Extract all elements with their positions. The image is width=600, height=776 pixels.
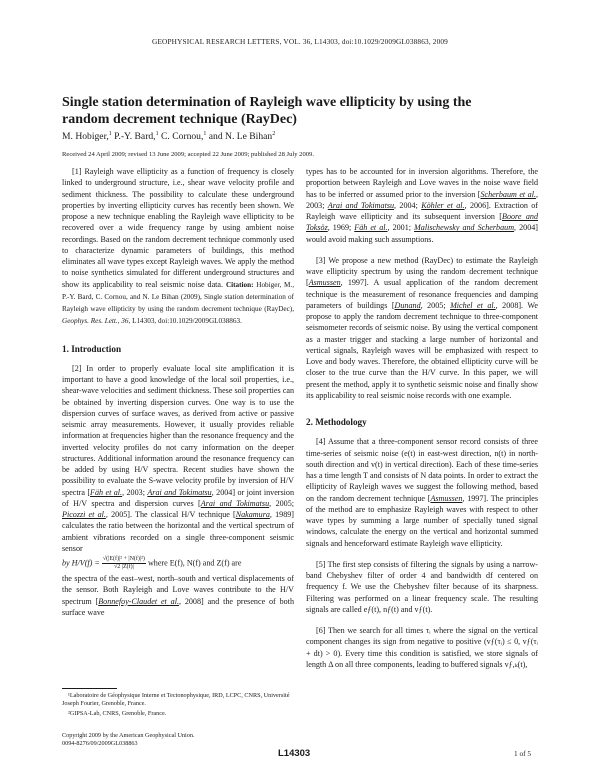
affiliation-mark: 1 bbox=[155, 131, 159, 137]
text: , 2004] would avoid making such assumptions. bbox=[306, 223, 538, 244]
text: , 2004] or joint inversion of H/V spectra and dispersion curves [ bbox=[62, 487, 294, 508]
text: , 1997]. A usual application of the random decrement technique is the measurement of resonance frequencies and damping parameters of buildings [ bbox=[306, 278, 538, 310]
right-column bbox=[306, 166, 538, 670]
citation-text: Hobiger, M., P.-Y. Bard, C. Cornou, and N. Le Bihan (2009), Single station determination of Rayleigh wave ellipticity by using the random decrement technique (RayDec), bbox=[62, 280, 295, 313]
reference-link[interactable] bbox=[414, 223, 514, 232]
text: , 2008] and the presence of both surface wave bbox=[62, 596, 294, 617]
paragraph-4 bbox=[306, 436, 538, 549]
abstract-text: Rayleigh wave ellipticity as a function of frequency is closely linked to underground structure, i.e., shear wave velocity profile and sediment thickness. The possibility to calculate these underground properties by inverting ellipticity curves has recently been shown. We propose a new technique enabling the Rayleigh wave ellipticity to be recovered over a wide frequency range by using ambient noise recordings. Based on the random decrement technique commonly used to characterize dynamic parameters of buildings, this method eliminates all wave types except Rayleigh waves. We apply the method to noise synthetics simulated for different underground structures and show its applicability to real seismic noise data. bbox=[62, 167, 294, 289]
paragraph-number: [5] bbox=[316, 559, 326, 569]
ref-text: Arai and Tokimatsu bbox=[147, 487, 212, 497]
ref-text: Dunand bbox=[394, 300, 421, 310]
page-identifier: L14303 bbox=[278, 748, 311, 759]
hv-formula bbox=[62, 556, 294, 571]
ref-text: Arai and Tokimatsu bbox=[327, 200, 395, 210]
paragraph-number: [6] bbox=[316, 626, 326, 635]
ref-text: Asmussen bbox=[430, 493, 463, 503]
reference-link[interactable] bbox=[328, 201, 394, 210]
text: , 1989] calculates the ratio between the horizontal and the vertical spectrum of ambient vibrations recorded on a single three-component seismic sensor bbox=[62, 510, 294, 553]
ref-text: Arai and Tokimatsu bbox=[200, 498, 270, 508]
text: , 1969; bbox=[327, 223, 355, 233]
reference-link[interactable] bbox=[98, 597, 179, 606]
reference-link[interactable] bbox=[354, 223, 387, 232]
affiliation-mark: 1 bbox=[108, 131, 112, 137]
citation-end: L14303, doi:10.1029/2009GL038863. bbox=[132, 317, 242, 326]
author-list bbox=[62, 131, 275, 142]
paragraph-number: [4] bbox=[316, 437, 326, 447]
text: types has to be accounted for in inversion algorithms. Therefore, the proportion between Rayleigh and Love waves in the noise wave field has to be inferred or assumed prior to the inversion [ bbox=[306, 167, 538, 199]
reference-link[interactable] bbox=[421, 201, 464, 210]
reference-link[interactable] bbox=[90, 488, 122, 497]
reference-link[interactable] bbox=[62, 510, 106, 519]
text: , 2005; bbox=[420, 300, 451, 310]
ref-text: Michel et al. bbox=[450, 300, 496, 310]
text: , 2008]. We propose to apply the random decrement technique to three-component seismometer records of seismic noise. By using the vertical component as a master trigger and stacking a large number of horizontal and vertical signals, Rayleigh waves will be emphasized with respect to Love and body waves. Therefore, the obtained ellipticity curve will be closer to the true curve than the H/V curve. In this paper, we will present the method, apply it to synthetic seismic noise and finally show its applicability to real seismic noise records with one example. bbox=[306, 300, 539, 400]
text: , 2006]. Extraction of Rayleigh wave ellipticity and its subsequent inversion [ bbox=[306, 200, 539, 221]
text: , 2005; bbox=[269, 498, 295, 508]
author-name: P.-Y. Bard, bbox=[111, 131, 156, 143]
text: We propose a new method (RayDec) to estimate the Rayleigh wave ellipticity spectrum by using the random decrement technique [ bbox=[306, 255, 538, 288]
citation-journal: Geophys. Res. Lett., 36, bbox=[62, 317, 131, 326]
text: , 2005]. The classical H/V technique [ bbox=[105, 510, 236, 519]
paragraph-3 bbox=[306, 255, 538, 401]
left-column bbox=[62, 166, 294, 618]
formula-lhs: by H/V(f) = bbox=[62, 558, 100, 568]
author-name: M. Hobiger, bbox=[62, 131, 109, 143]
ref-text: Fäh et al. bbox=[354, 223, 388, 233]
ref-text: Nakamura bbox=[235, 510, 270, 519]
author-name: and N. Le Bihan bbox=[206, 131, 273, 143]
reference-link[interactable] bbox=[236, 510, 270, 519]
text: , 2003; bbox=[306, 189, 539, 210]
formula-numerator: √(|E(f)|² + |N(f)|²) bbox=[102, 556, 145, 562]
ref-text: Boore and Toksöz bbox=[306, 212, 538, 233]
paper-title: Single station determination of Rayleigh wave ellipticity by using the random decrement technique (RayDec) bbox=[62, 95, 472, 127]
reference-link[interactable] bbox=[450, 301, 496, 310]
text: In order to properly evaluate local site amplification it is important to have a good knowledge of the local soil properties, i.e., shear-wave velocities and sediment thickness. These soil properties can be obtained by inverting dispersion curves. One way is to use the dispersion curves of surface waves, as derived from active or passive seismic array measurements. However, it usually provides reliable information at frequencies higher than the resonance frequency and the inverted velocity profiles do not carry information on the deeper structures. Additional information around the resonance frequency can be added by using H/V spectra. Recent studies have shown the possibility to evaluate the S-wave velocity profile by inversion of H/V spectra [ bbox=[62, 363, 294, 497]
section-heading: 2. Methodology bbox=[306, 417, 367, 427]
text: , 2003; bbox=[122, 487, 148, 497]
ref-text: Picozzi et al. bbox=[62, 510, 106, 519]
paragraph-number: [1] bbox=[72, 167, 82, 176]
abstract bbox=[62, 166, 294, 328]
paragraph-number: [2] bbox=[72, 363, 82, 373]
footnote-affiliation-1: ¹Laboratoire de Géophysique Interne et Tectonophysique, IRD, LCPC, CNRS, Université Joseph Fourier, Grenoble, France. bbox=[62, 692, 290, 707]
ref-text: Bonnefoy-Claudet et al. bbox=[98, 596, 179, 606]
reference-link[interactable] bbox=[430, 494, 462, 503]
formula-denominator: √2 |Z(f)| bbox=[113, 564, 134, 570]
text: The first step consists of filtering the signals by using a narrow-band Chebyshev filter of order 4 and bandwidth df centered on frequency f. We use the Chebyshev filter because of its sharpness. Filtering was performed on a linear frequency scale. The resulting signals are called eƒ(t), nƒ(t) and vƒ(t). bbox=[306, 559, 538, 614]
paragraph-number: [3] bbox=[316, 255, 326, 265]
footnotes bbox=[62, 692, 294, 720]
ref-text: Malischewsky and Scherbaum bbox=[414, 223, 515, 233]
copyright-notice bbox=[62, 732, 195, 748]
text: Then we search for all times τᵢ where the signal on the vertical component changes its sign from negative to positive (vƒ(τᵢ) ≤ 0, vƒ(τᵢ + dt) > 0). Every time this condition is satisfied, we store signals of length Δ on all three components, leading to buffered signals vƒ,ₖ(t), bbox=[306, 626, 538, 669]
ref-text: Asmussen bbox=[308, 278, 341, 288]
text: , 1997]. The principles of the method are to emphasize Rayleigh waves with respect to other wave types by summing a large number of specially tuned signal windows, calculate the energy on the vertical and horizontal summed signals and henceforward estimate Rayleigh wave ellipticity. bbox=[306, 493, 538, 548]
section-heading: 1. Introduction bbox=[62, 343, 122, 354]
reference-link[interactable] bbox=[309, 278, 341, 287]
running-head: GEOPHYSICAL RESEARCH LETTERS, VOL. 36, L14303, doi:10.1029/2009GL038863, 2009 bbox=[152, 37, 448, 46]
text: the spectra of the east–west, north–south and vertical displacements of the sensor. Both Rayleigh and Love waves contribute to the H/V spectrum [ bbox=[62, 574, 294, 606]
footnote-rule bbox=[62, 688, 117, 689]
paragraph-2-continuation bbox=[306, 166, 538, 245]
reference-link[interactable] bbox=[395, 301, 421, 310]
text: , 2001; bbox=[387, 223, 415, 233]
ref-text: Fäh et al. bbox=[90, 487, 123, 497]
formula-where: where E(f), N(f) and Z(f) are bbox=[145, 558, 242, 568]
reference-link[interactable] bbox=[147, 488, 211, 497]
text: Assume that a three-component sensor record consists of three time-series of seismic noise (e(t) in east-west direction, n(t) in north-south direction and v(t) in vertical direction). Each of these time-series has a time length T and consists of N data points. In order to extract the ellipticity of Rayleigh waves we suggest the following method, based on the random decrement technique [ bbox=[306, 437, 539, 503]
copyright-line: Copyright 2009 by the American Geophysical Union. bbox=[62, 732, 195, 739]
received-dates: Received 24 April 2009; revised 13 June 2009; accepted 22 June 2009; published 28 July 2009. bbox=[62, 151, 314, 158]
author-name: C. Cornou, bbox=[158, 131, 204, 143]
text: , 2004; bbox=[394, 200, 422, 210]
affiliation-mark: 1 bbox=[203, 131, 207, 137]
paragraph-2-continued bbox=[62, 573, 294, 618]
affiliation-mark: 2 bbox=[272, 131, 276, 137]
paragraph-2 bbox=[62, 363, 294, 554]
footnote-affiliation-2: ²GIPSA-Lab, CNRS, Grenoble, France. bbox=[68, 710, 167, 717]
paragraph-5 bbox=[306, 559, 538, 615]
citation-label: Citation: bbox=[225, 280, 254, 289]
paragraph-6 bbox=[306, 625, 538, 670]
issn-line: 0094-8276/09/2009GL038863 bbox=[62, 740, 138, 747]
ref-text: Köhler et al. bbox=[421, 200, 465, 210]
formula-fraction bbox=[102, 556, 146, 571]
page-count: 1 of 5 bbox=[514, 749, 532, 758]
ref-text: Scherbaum et al. bbox=[480, 189, 536, 199]
reference-link[interactable] bbox=[201, 499, 269, 508]
reference-link[interactable] bbox=[480, 190, 536, 199]
